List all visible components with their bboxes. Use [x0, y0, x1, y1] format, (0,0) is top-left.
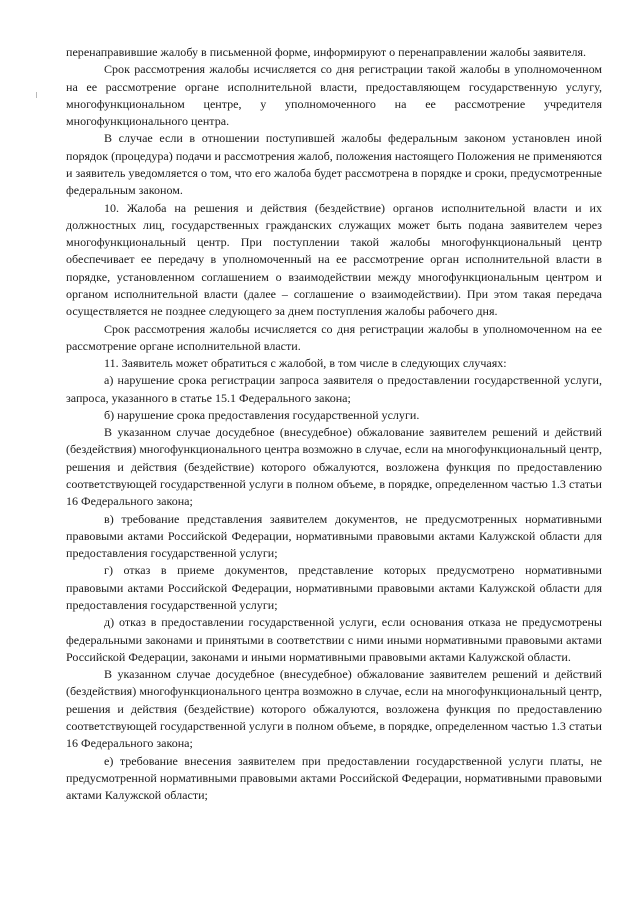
list-item-e: е) требование внесения заявителем при предоставлении государственной услуги платы, не предусмотренной нормативными правовыми актами Российской Федерации, нормативными правовыми актами Калужской области; [66, 753, 602, 803]
paragraph-review-period: Срок рассмотрения жалобы исчисляется со дня регистрации такой жалобы в уполномоченном на ее рассмотрение органе исполнительной власти, предоставляющем государственную услугу, многофункциональном центре, у уполномоченного на ее рассмотрение учредителя многофункционального центра. [66, 62, 602, 129]
paragraph-continuation: перенаправившие жалобу в письменной форме, информируют о перенаправлении жалобы заявителя. [66, 45, 587, 59]
paragraph-item-11: 11. Заявитель может обратиться с жалобой, в том числе в следующих случаях: [104, 356, 507, 371]
paragraph-federal-law-exception: В случае если в отношении поступившей жалобы федеральным законом установлен иной порядок (процедура) подачи и рассмотрения жалоб, положения настоящего Положения не применяются и заявитель уведомляется о том, что его жалоба будет рассмотрена в порядке и сроки, предусмотренные федеральным законом. [66, 131, 602, 198]
paragraph-mfc-appeal-2: В указанном случае досудебное (внесудебное) обжалование заявителем решений и действий (бездействия) многофункционального центра возможно в случае, если на многофункциональный центр, решения и действия (бездействие) которого обжалуются, возложена функция по предоставлению соответствующей государственной услуги в полном объеме, в порядке, определенном частью 1.3 статьи 16 Федерального закона; [66, 667, 602, 751]
margin-mark [36, 92, 37, 98]
paragraph-item-10: 10. Жалоба на решения и действия (бездействие) органов исполнительной власти и их должностных лиц, государственных гражданских служащих может быть подана заявителем через многофункциональный центр. При поступлении такой жалобы многофункциональный центр обеспечивает ее передачу в уполномоченный на ее рассмотрение орган исполнительной власти в порядке, установленном соглашением о взаимодействии между многофункциональным центром и органом исполнительной власти (далее – соглашение о взаимодействии). При этом такая передача осуществляется не позднее следующего за днем поступления жалобы рабочего дня. [66, 200, 602, 319]
list-item-g: г) отказ в приеме документов, представление которых предусмотрено нормативными правовыми актами Российской Федерации, нормативными правовыми актами Калужской области для предоставления государственной услуги; [66, 563, 602, 612]
list-item-b: б) нарушение срока предоставления государственной услуги. [104, 407, 420, 422]
document-body [66, 44, 602, 804]
list-item-a: а) нарушение срока регистрации запроса заявителя о предоставлении государственной услуги, запроса, указанного в статье 15.1 Федерального закона; [66, 373, 602, 405]
paragraph-mfc-appeal-1: В указанном случае досудебное (внесудебное) обжалование заявителем решений и действий (бездействия) многофункционального центра возможно в случае, если на многофункциональный центр, решения и действия (бездействие) которого обжалуются, возложена функция по предоставлению соответствующей государственной услуги в полном объеме, в порядке, определенном частью 1.3 статьи 16 Федерального закона; [66, 425, 602, 509]
list-item-d: д) отказ в предоставлении государственной услуги, если основания отказа не предусмотрены федеральными законами и принятыми в соответствии с ними иными нормативными правовыми актами Российской Федерации, законами и иными нормативными правовыми актами Калужской области. [66, 615, 602, 664]
list-item-v: в) требование представления заявителем документов, не предусмотренных нормативными правовыми актами Российской Федерации, нормативными правовыми актами Калужской области для предоставления государственной услуги; [66, 511, 602, 561]
paragraph-review-period-mfc: Срок рассмотрения жалобы исчисляется со дня регистрации жалобы в уполномоченном на ее рассмотрение органе исполнительной власти. [66, 321, 602, 353]
